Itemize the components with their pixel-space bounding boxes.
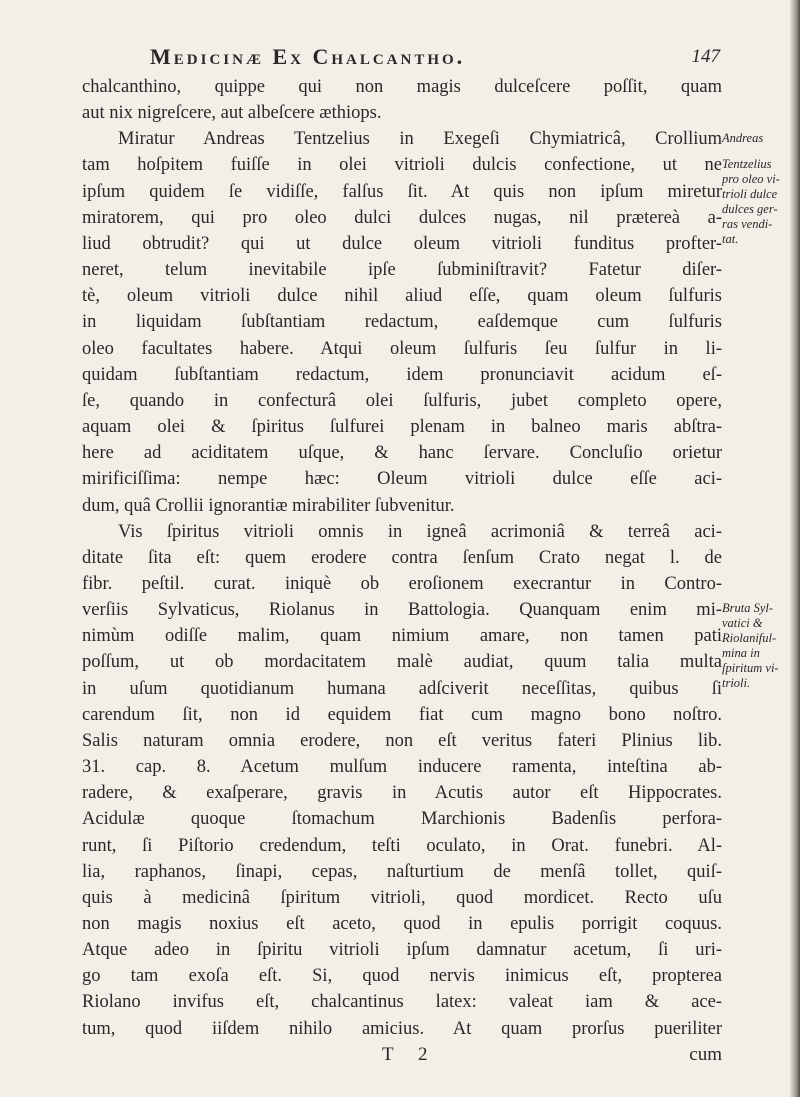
text-line: Vis ſpiritus vitrioli omnis in igneâ acrimoniâ & terreâ aci- bbox=[118, 521, 722, 542]
margin-note-line: Riolaniful- bbox=[722, 631, 777, 645]
running-title: Medicinæ Ex Chalcantho. bbox=[150, 44, 466, 69]
text-line: liud obtrudit? qui ut dulce oleum vitrioli funditus profter- bbox=[82, 233, 722, 254]
text-line: tum, quod iiſdem nihilo amicius. At quam prorſus pueriliter bbox=[82, 1018, 722, 1039]
text-line: radere, & exaſperare, gravis in Acutis autor eſt Hippocrates. bbox=[82, 783, 722, 804]
text-line: ſe, quando in confecturâ olei ſulfuris, jubet completo opere, bbox=[82, 390, 722, 411]
margin-note-line: Tentzelius bbox=[722, 157, 772, 171]
catchword: cum bbox=[689, 1044, 722, 1065]
margin-note-line: pro oleo vi- bbox=[722, 172, 780, 186]
text-line: lia, raphanos, ſinapi, cepas, naſturtium de menſâ tollet, quiſ- bbox=[82, 861, 722, 882]
text-line: miratorem, qui pro oleo dulci dulces nugas, nil prætereà a- bbox=[82, 207, 722, 228]
text-line: Acidulæ quoque ſtomachum Marchionis Badenſis perfora- bbox=[82, 809, 722, 830]
text-line: quis à medicinâ ſpiritum vitrioli, quod mordicet. Recto uſu bbox=[82, 887, 722, 908]
text-line: ipſum quidem ſe vidiſſe, falſus ſit. At quis non ipſum miretur bbox=[82, 181, 722, 202]
margin-note-line: vatici & bbox=[722, 616, 763, 630]
text-line: tam hoſpitem fuiſſe in olei vitrioli dulcis confectione, ut ne bbox=[82, 155, 722, 176]
margin-note-line: trioli. bbox=[722, 676, 751, 690]
paragraph-3 bbox=[82, 519, 722, 1042]
text-line: runt, ſi Piſtorio credendum, teſti oculato, in Orat. funebri. Al- bbox=[82, 835, 722, 856]
catchline bbox=[82, 1044, 722, 1070]
margin-note-line: ras vendi- bbox=[722, 217, 773, 231]
margin-note-bruta bbox=[722, 601, 792, 691]
text-line: oleo facultates habere. Atqui oleum ſulfuris ſeu ſulfur in li- bbox=[82, 338, 722, 359]
text-line: dum, quâ Crollii ignorantiæ mirabiliter ſubvenitur. bbox=[82, 495, 455, 516]
margin-note-line: ſpiritum vi- bbox=[722, 661, 779, 675]
text-line: ditate ſita eſt: quem erodere contra ſenſum Crato negat l. de bbox=[82, 547, 722, 568]
margin-note-line: Andreas bbox=[722, 131, 764, 145]
margin-note-tentzelius bbox=[722, 157, 792, 247]
text-line: verſiis Sylvaticus, Riolanus in Battologia. Quanquam enim mi- bbox=[82, 600, 722, 621]
text-line: fibr. peſtil. curat. iniquè ob eroſionem execrantur in Contro- bbox=[82, 573, 722, 594]
text-line: nimùm odiſſe malim, quam nimium amare, non tamen pati bbox=[82, 626, 722, 647]
text-line: in uſum quotidianum humana adſciverit neceſſitas, quibus ſi bbox=[82, 678, 722, 699]
text-line: in liquidam ſubſtantiam redactum, eaſdemque cum ſulfuris bbox=[82, 312, 722, 333]
text-line: aut nix nigreſcere, aut albeſcere æthiops. bbox=[82, 103, 382, 124]
paragraph-1 bbox=[82, 74, 722, 126]
margin-note-line: mina in bbox=[722, 646, 760, 660]
margin-note-line: Bruta Syl- bbox=[722, 601, 774, 615]
margin-note-line: trioli dulce bbox=[722, 187, 778, 201]
text-line: Atque adeo in ſpiritu vitrioli ipſum damnatur acetum, ſi uri- bbox=[82, 940, 722, 961]
text-line: Salis naturam omnia erodere, non eſt veritus fateri Plinius lib. bbox=[82, 730, 722, 751]
text-line: aquam olei & ſpiritus ſulfurei plenam in balneo maris abſtra- bbox=[82, 417, 722, 438]
text-line: non magis noxius eſt aceto, quod in epulis porrigit coquus. bbox=[82, 914, 722, 934]
margin-note-andreas bbox=[722, 131, 792, 146]
text-line: carendum ſit, non id equidem fiat cum magno bono noſtro. bbox=[82, 704, 722, 725]
margin-note-line: dulces ger- bbox=[722, 202, 778, 216]
paragraph-2 bbox=[82, 126, 722, 518]
signature-mark: T 2 bbox=[382, 1044, 438, 1065]
text-line: go tam exoſa eſt. Si, quod nervis inimicus eſt, propterea bbox=[82, 966, 722, 987]
margin-note-line: tat. bbox=[722, 232, 739, 246]
text-line: here ad aciditatem uſque, & hanc ſervare. Concluſio orietur bbox=[82, 443, 722, 464]
text-line: tè, oleum vitrioli dulce nihil aliud eſſe, quam oleum ſulfuris bbox=[82, 286, 722, 307]
page-number: 147 bbox=[691, 46, 720, 67]
text-line: Miratur Andreas Tentzelius in Exegeſi Chymiatricâ, Crollium bbox=[118, 129, 722, 150]
text-line: Riolano invifus eſt, chalcantinus latex: valeat iam & ace- bbox=[82, 992, 722, 1013]
text-line: quidam ſubſtantiam redactum, idem pronunciavit acidum eſ- bbox=[82, 364, 722, 385]
text-line: neret, telum inevitabile ipſe ſubminiſtravit? Fatetur diſer- bbox=[82, 260, 722, 281]
text-line: mirificiſſima: nempe hæc: Oleum vitrioli dulce eſſe aci- bbox=[82, 469, 722, 490]
running-head bbox=[150, 44, 720, 74]
text-line: chalcanthino, quippe qui non magis dulceſcere poſſit, quam bbox=[82, 77, 722, 97]
text-line: poſſum, ut ob mordacitatem malè audiat, quum talia multa bbox=[82, 652, 722, 673]
main-text bbox=[82, 74, 722, 1042]
text-line: 31. cap. 8. Acetum mulſum inducere ramenta, inteſtina ab- bbox=[82, 757, 722, 778]
